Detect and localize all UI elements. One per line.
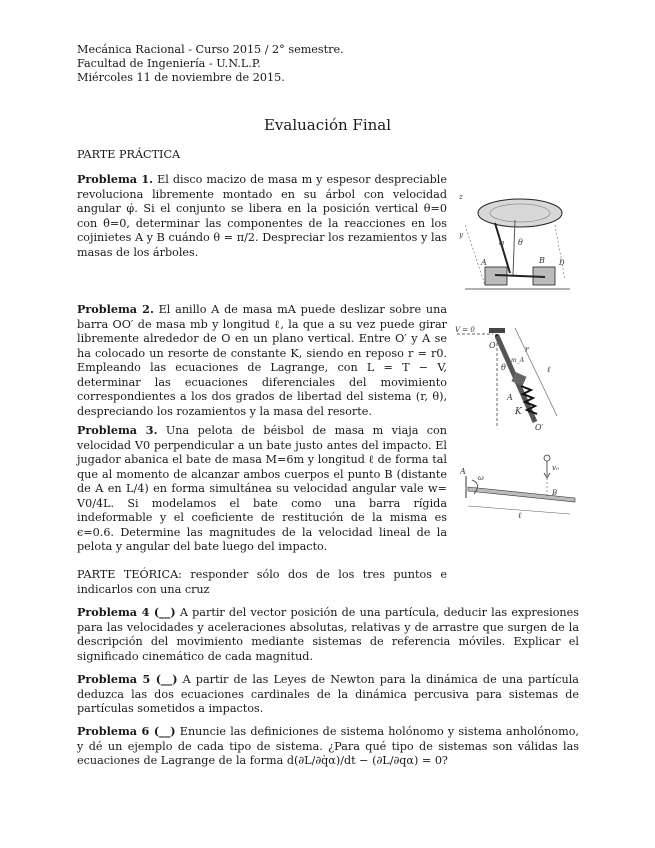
- label-v0: V = 0: [455, 326, 475, 334]
- label-o-prime: O′: [535, 423, 544, 432]
- header-course: Mecánica Racional - Curso 2015 / 2° semestre.: [77, 43, 344, 56]
- problem-4: [77, 605, 579, 664]
- page-title: Evaluación Final: [263, 116, 392, 134]
- label-theta: θ: [501, 363, 506, 372]
- problem-3-label: Problema 3.: [77, 423, 158, 437]
- label-d: D: [559, 259, 565, 267]
- label-a: A: [507, 393, 513, 402]
- problem-5-label: Problema 5 (__): [77, 672, 178, 686]
- header-faculty: Facultad de Ingeniería - U.N.L.P.: [77, 57, 261, 70]
- dashed-line-right: [555, 225, 565, 280]
- label-z: z: [459, 193, 463, 201]
- label-l: ℓ: [547, 365, 551, 374]
- problem-1-text: El disco macizo de masa m y espesor despreciable revoluciona libremente montado en su árbol con velocidad angular φ̇. Si el conjunto se libera en la posición vertical θ=0 con θ̇=0, determinar las componentes de la reacciones en los cojinietes A y B cuándo θ = π/2. Despreciar los rezamientos y las masas de los árboles.: [77, 173, 448, 259]
- header-date: Miércoles 11 de noviembre de 2015.: [77, 71, 285, 84]
- ball-shape: [544, 455, 550, 461]
- label-o: O: [489, 341, 496, 350]
- problem-5: [77, 672, 579, 717]
- pivot-support: [489, 328, 505, 333]
- section-heading-practica: PARTE PRÁCTICA: [77, 148, 181, 161]
- disk-shape: [478, 199, 562, 227]
- problem-5-text: A partir de las Leyes de Newton para la dinámica de una partícula deduzca las dos ecuaciones cardinales de la dinámica percusiva para sistemas de partículas sometidos a impactos.: [77, 673, 579, 715]
- problem-4-text: A partir del vector posición de una partícula, deducir las expresiones para las velocidades y aceleraciones absolutas, relativas y de arrastre que surgen de la descripción del movimiento mediante sistemas de referencia móviles. Explicar el significado cinemático de cada magnitud.: [77, 606, 580, 663]
- label-l: ℓ: [518, 511, 522, 520]
- problem-2-figure: [455, 322, 565, 432]
- shaft-line: [495, 223, 510, 273]
- label-a: A: [460, 467, 466, 476]
- problem-4-label: Problema 4 (__): [77, 605, 176, 619]
- problem-2-label: Problema 2.: [77, 302, 154, 316]
- label-r: r: [525, 345, 529, 354]
- problem-1-figure: [455, 185, 575, 305]
- problem-3: [77, 423, 447, 555]
- length-dimension-line: [515, 328, 557, 416]
- problem-3-figure: [460, 448, 580, 523]
- label-b: B: [552, 489, 558, 497]
- label-phi: φ: [499, 239, 504, 247]
- label-a: A: [481, 258, 487, 267]
- problem-6-label: Problema 6 (__): [77, 724, 176, 738]
- problem-2-text: El anillo A de masa mA puede deslizar sobre una barra OO′ de masa mb y longitud ℓ, la que a su vez puede girar libremente alrededor de O en un plano vertical. Entre O′ y A se ha colocado un resorte de constante K, siendo en reposo r = r0. Empleando las ecuaciones de Lagrange, con L = T − V, determinar las ecuaciones diferenciales del movimiento correspondientes a los dos grados de libertad del sistema (r, θ), despreciando los rozamientos y la masa del resorte.: [77, 303, 447, 418]
- dashed-line-left: [465, 225, 485, 285]
- section-heading-teorica: PARTE TEÓRICA: responder sólo dos de los tres puntos e indicarlos con una cruz: [77, 568, 447, 596]
- label-k: K: [515, 407, 522, 417]
- label-ma: m_A: [511, 357, 525, 364]
- problem-2: [77, 302, 447, 419]
- label-omega: ω: [478, 474, 484, 482]
- problem-3-text: Una pelota de béisbol de masa m viaja con velocidad V0 perpendicular a un bate justo antes del impacto. El jugador abanica el bate de masa M=6m y longitud ℓ de forma tal que al momento de alcanzar ambos cuerpos el punto B (distante de A en L/4) en forma simultánea su velocidad angular vale w= V0/4L. Si modelamos el bate como una barra rígida indeformable y el coeficiente de restitución de la misma es ϵ=0.6. Determine las magnitudes de la velocidad lineal de la pelota y angular del bate luego del impacto.: [77, 424, 447, 553]
- problem-6-text: Enuncie las definiciones de sistema holónomo y sistema anholónomo, y dé un ejemplo de cada tipo de sistema. ¿Para qué tipo de sistemas son válidas las ecuaciones de Lagrange de la forma d(∂L/∂q̇α)/dt − (∂L/∂qα) = 0?: [77, 725, 579, 767]
- label-b: B: [539, 256, 545, 265]
- problem-6: [77, 724, 579, 769]
- label-y: y: [459, 231, 463, 239]
- problem-1: [77, 172, 447, 260]
- bat-shape: [468, 487, 575, 502]
- label-v0: v₀: [552, 464, 559, 472]
- shaft-axis-line: [513, 220, 515, 275]
- problem-1-label: Problema 1.: [77, 172, 154, 186]
- label-theta: θ: [518, 238, 523, 247]
